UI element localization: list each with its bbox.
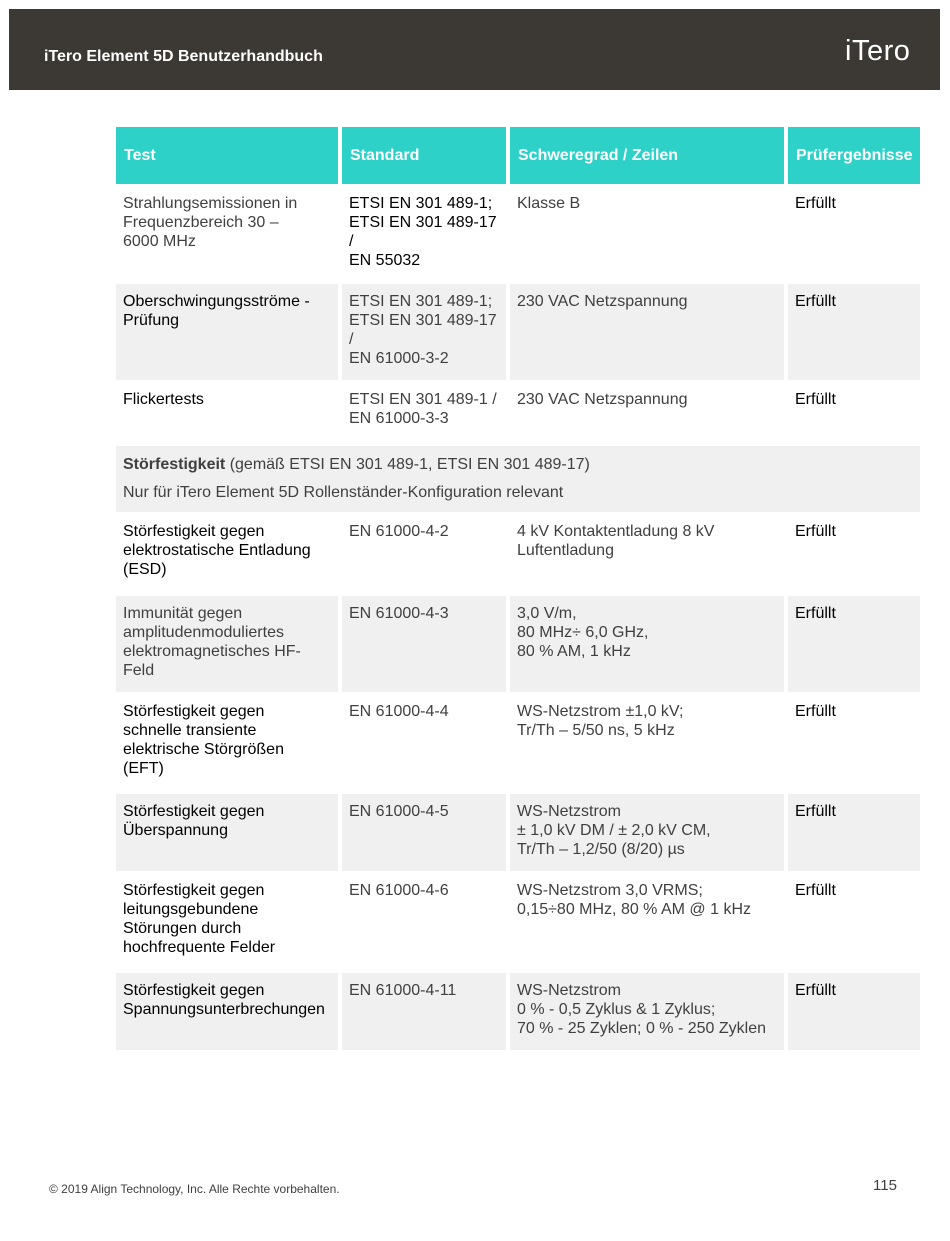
result-cell: Erfüllt [795, 391, 836, 408]
standard-cell: EN 61000-4-6 [349, 882, 449, 899]
test-cell: Oberschwingungsströme - Prüfung [116, 284, 338, 380]
severity-cell: WS-Netzstrom 3,0 VRMS; 0,15÷80 MHz, 80 % AM @ 1 kHz [517, 882, 751, 918]
table-row [116, 514, 920, 594]
table-row [116, 873, 920, 971]
page-header [9, 9, 940, 90]
test-cell: Störfestigkeit gegen schnelle transiente elektrische Störgrößen (EFT) [123, 703, 284, 777]
standard-cell: ETSI EN 301 489-1; ETSI EN 301 489-17 / EN 61000-3-2 [342, 284, 506, 380]
table-row [116, 382, 920, 444]
table-row [116, 596, 920, 692]
document-title: iTero Element 5D Benutzerhandbuch [44, 48, 323, 65]
result-cell: Erfüllt [795, 195, 836, 212]
test-cell: Störfestigkeit gegen Überspannung [116, 794, 338, 871]
result-cell: Erfüllt [788, 596, 920, 692]
test-cell: Störfestigkeit gegen Spannungsunterbrechungen [116, 973, 338, 1050]
immunity-section-cell [116, 446, 920, 512]
page-number: 115 [873, 1177, 897, 1194]
table-row [116, 284, 920, 380]
severity-cell: WS-Netzstrom ±1,0 kV; Tr/Th – 5/50 ns, 5 kHz [517, 703, 684, 739]
table-row [116, 186, 920, 282]
severity-cell: 230 VAC Netzspannung [510, 284, 784, 380]
section-row [116, 446, 920, 512]
section-note: Nur für iTero Element 5D Rollenständer-Konfiguration relevant [123, 484, 564, 501]
standard-cell: EN 61000-4-3 [342, 596, 506, 692]
column-header-severity: Schweregrad / Zeilen [510, 127, 784, 184]
table-row [116, 694, 920, 792]
standard-cell: ETSI EN 301 489-1; ETSI EN 301 489-17 / EN 55032 [349, 195, 497, 269]
severity-cell: 4 kV Kontaktentladung 8 kV Luftentladung [517, 523, 715, 559]
test-cell: Strahlungsemissionen in Frequenzbereich 30 – 6000 MHz [123, 195, 298, 250]
table-row [116, 794, 920, 871]
standard-cell: ETSI EN 301 489-1 / EN 61000-3-3 [349, 391, 497, 427]
section-title: Störfestigkeit [123, 456, 226, 473]
result-cell: Erfüllt [795, 523, 836, 540]
test-cell: Störfestigkeit gegen elektrostatische Entladung (ESD) [123, 523, 311, 578]
standard-cell: EN 61000-4-4 [349, 703, 449, 720]
standard-cell: EN 61000-4-11 [342, 973, 506, 1050]
result-cell: Erfüllt [788, 794, 920, 871]
test-cell: Flickertests [123, 391, 204, 408]
column-header-results: Prüfergebnisse [788, 127, 920, 184]
section-subtitle: (gemäß ETSI EN 301 489-1, ETSI EN 301 489-17) [225, 456, 590, 473]
test-cell: Immunität gegen amplitudenmoduliertes elektromagnetisches HF-Feld [116, 596, 338, 692]
result-cell: Erfüllt [788, 284, 920, 380]
standard-cell: EN 61000-4-5 [342, 794, 506, 871]
column-header-test: Test [116, 127, 338, 184]
severity-cell: WS-Netzstrom ± 1,0 kV DM / ± 2,0 kV CM, Tr/Th – 1,2/50 (8/20) µs [510, 794, 784, 871]
severity-cell: 3,0 V/m, 80 MHz÷ 6,0 GHz, 80 % AM, 1 kHz [510, 596, 784, 692]
table-row [116, 973, 920, 1050]
column-header-standard: Standard [342, 127, 506, 184]
copyright-notice: © 2019 Align Technology, Inc. Alle Rechte vorbehalten. [49, 1182, 340, 1196]
severity-cell: WS-Netzstrom 0 % - 0,5 Zyklus & 1 Zyklus; 70 % - 25 Zyklen; 0 % - 250 Zyklen [510, 973, 784, 1050]
result-cell: Erfüllt [788, 973, 920, 1050]
compliance-table [112, 125, 924, 1052]
result-cell: Erfüllt [795, 703, 836, 720]
severity-cell: Klasse B [517, 195, 581, 212]
table-header-row [116, 127, 920, 184]
test-cell: Störfestigkeit gegen leitungsgebundene Störungen durch hochfrequente Felder [123, 882, 276, 956]
standard-cell: EN 61000-4-2 [349, 523, 449, 540]
itero-logo: iTero [845, 35, 911, 67]
result-cell: Erfüllt [795, 882, 836, 899]
severity-cell: 230 VAC Netzspannung [517, 391, 688, 408]
